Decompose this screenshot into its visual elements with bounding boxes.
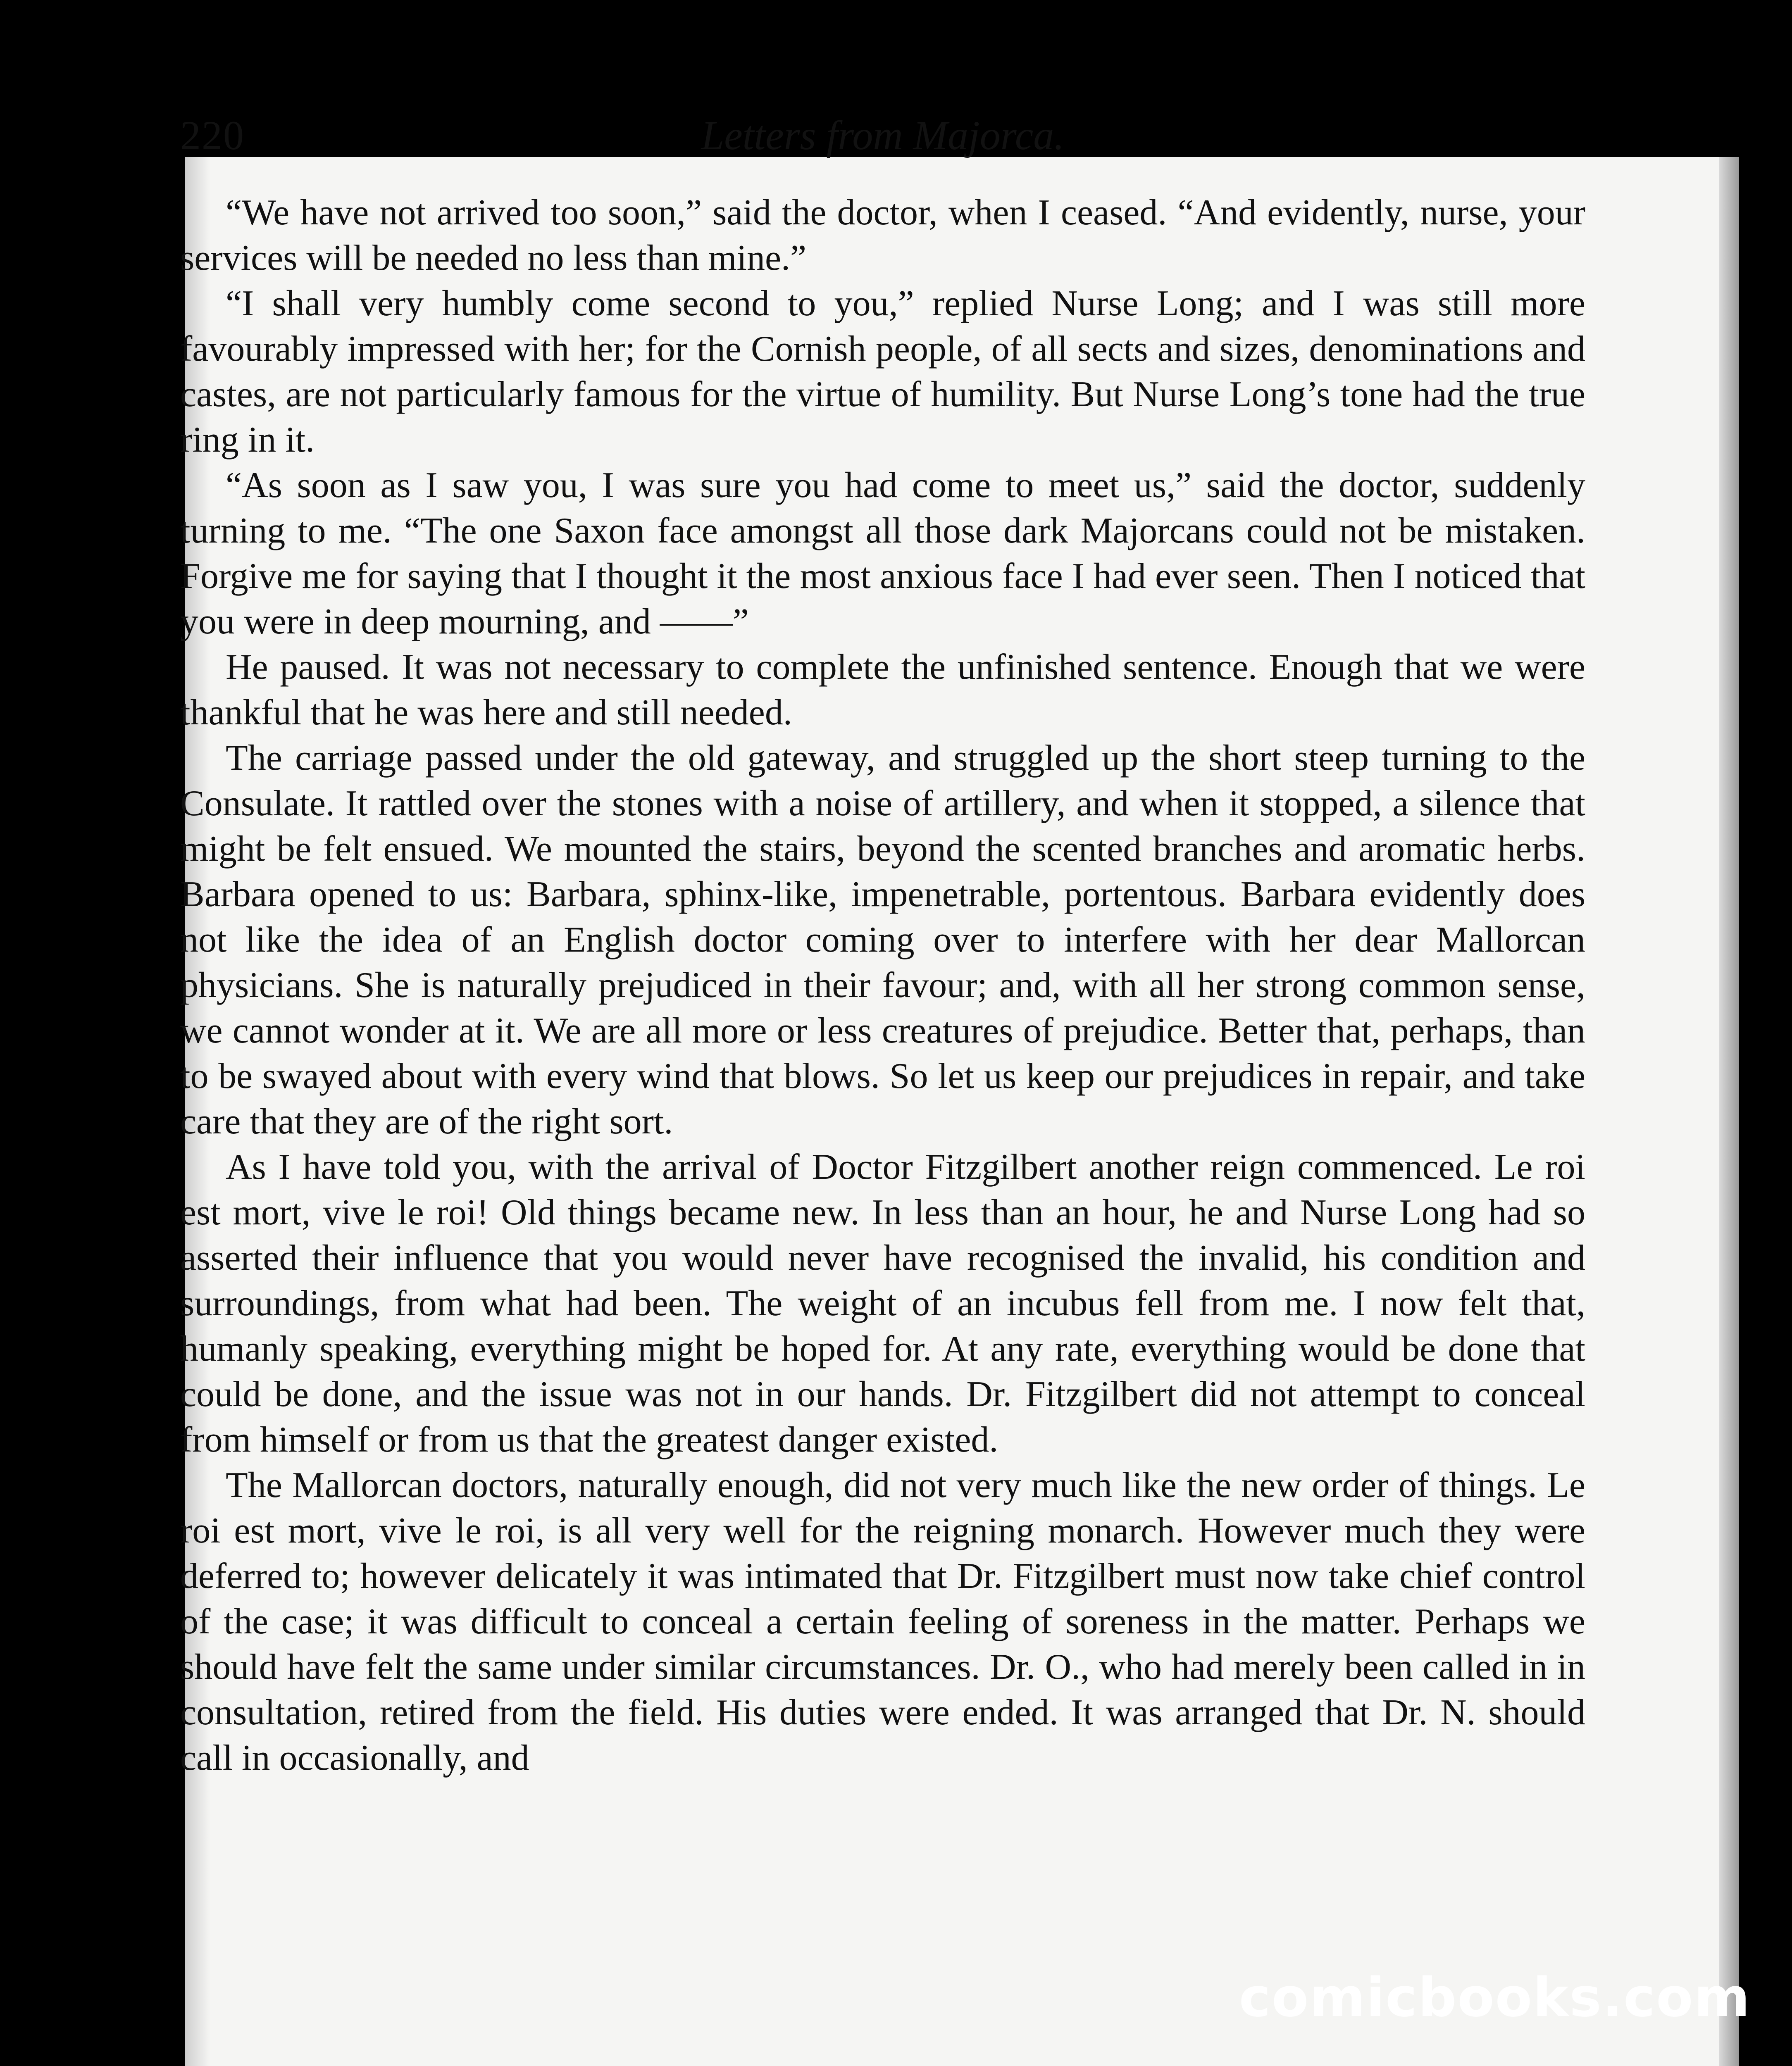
watermark-logo: comicbooks.com [1239, 1966, 1751, 2029]
running-head [180, 112, 1585, 169]
page-edge [1719, 157, 1739, 2066]
paragraph: “As soon as I saw you, I was sure you had come to meet us,” said the doctor, suddenly turning to me. “The one Saxon face amongst all those dark Majorcans could not be mistaken. Forgive me for saying that I thought it the most anxious face I had ever seen. Then I noticed that you were in deep mourning, and ——” [180, 465, 1585, 642]
paragraph: As I have told you, with the arrival of Doctor Fitzgilbert another reign commenced. Le roi est mort, vive le roi! Old things became new. In less than an hour, he and Nurse Long had so asserted their influence that you would never have recognised the invalid, his condition and surroundings, from what had been. The weight of an incubus fell from me. I now felt that, humanly speaking, everything might be hoped for. At any rate, everything would be done that could be done, and the issue was not in our hands. Dr. Fitzgilbert did not attempt to conceal from himself or from us that the greatest danger existed. [180, 1147, 1585, 1460]
paragraph: The Mallorcan doctors, naturally enough, did not very much like the new order of things. Le roi est mort, vive le roi, is all very well for the reigning monarch. However much they were deferred to; however delicately it was intimated that Dr. Fitzgilbert must now take chief control of the case; it was difficult to conceal a certain feeling of soreness in the matter. Perhaps we should have felt the same under similar circumstances. Dr. O., who had merely been called in in consultation, retired from the field. His duties were ended. It was arranged that Dr. N. should call in occasionally, and [180, 1465, 1585, 1778]
body-text [180, 190, 1585, 1781]
paragraph: “We have not arrived too soon,” said the doctor, when I ceased. “And evidently, nurse, your services will be needed no less than mine.” [180, 193, 1585, 278]
paragraph: He paused. It was not necessary to complete the unfinished sentence. Enough that we were thankful that he was here and still needed. [180, 647, 1585, 733]
paragraph: The carriage passed under the old gateway, and struggled up the short steep turning to the Consulate. It rattled over the stones with a noise of artillery, and when it stopped, a silence that might be felt ensued. We mounted the stairs, beyond the scented branches and aromatic herbs. Barbara opened to us: Barbara, sphinx-like, impenetrable, portentous. Barbara evidently does not like the idea of an English doctor coming over to interfere with her dear Mallorcan physicians. She is naturally prejudiced in their favour; and, with all her strong common sense, we cannot wonder at it. We are all more or less creatures of prejudice. Better that, perhaps, than to be swayed about with every wind that blows. So let us keep our prejudices in repair, and take care that they are of the right sort. [180, 738, 1585, 1142]
running-title: Letters from Majorca. [701, 112, 1065, 158]
paragraph: “I shall very humbly come second to you,” replied Nurse Long; and I was still more favourably impressed with her; for the Cornish people, of all sects and sizes, denominations and castes, are not particularly famous for the virtue of humility. But Nurse Long’s tone had the true ring in it. [180, 283, 1585, 460]
page-number: 220 [180, 112, 245, 158]
